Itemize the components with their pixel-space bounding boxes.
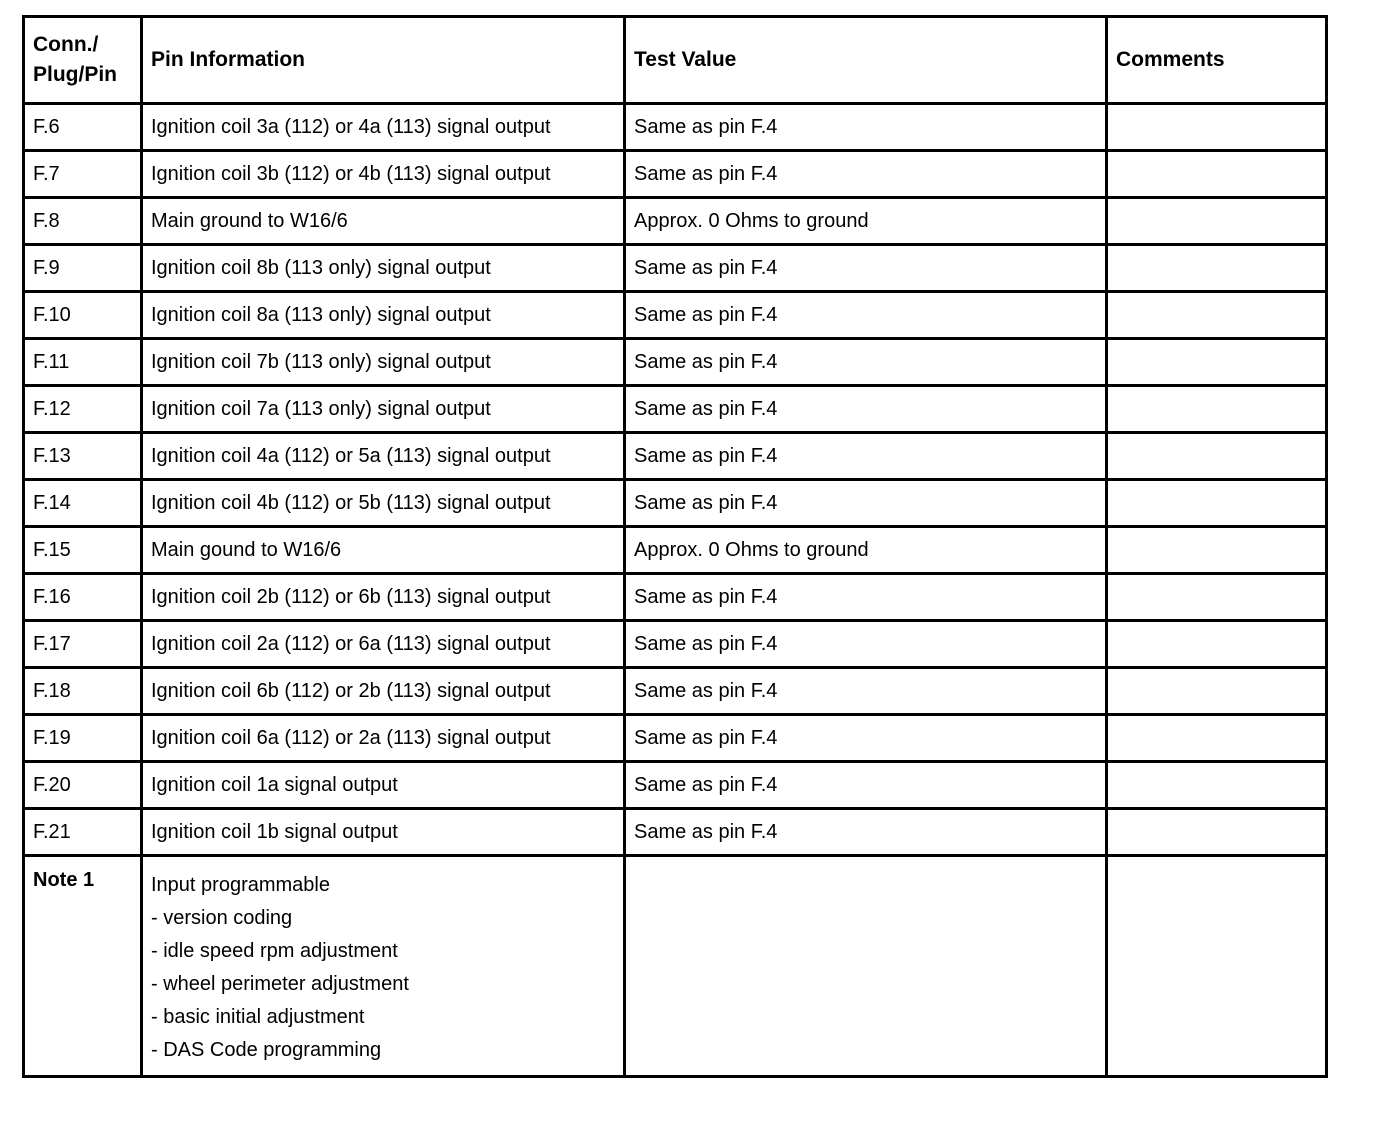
- info-cell: Ignition coil 1b signal output: [142, 809, 625, 856]
- test-value-cell: Same as pin F.4: [625, 433, 1107, 480]
- comments-cell: [1107, 198, 1327, 245]
- header-test-value: Test Value: [625, 17, 1107, 104]
- test-value-cell: Same as pin F.4: [625, 245, 1107, 292]
- test-value-cell: Same as pin F.4: [625, 292, 1107, 339]
- comments-cell: [1107, 339, 1327, 386]
- note-comments-cell: [1107, 856, 1327, 1077]
- pin-cell: F.16: [24, 574, 142, 621]
- pin-cell: F.20: [24, 762, 142, 809]
- pin-cell: F.19: [24, 715, 142, 762]
- note-lines: [142, 856, 625, 1077]
- pin-cell: F.13: [24, 433, 142, 480]
- comments-cell: [1107, 292, 1327, 339]
- header-conn-line-2: Plug/Pin: [33, 63, 117, 86]
- table-row: [24, 809, 1327, 856]
- pin-cell: F.14: [24, 480, 142, 527]
- table-row: [24, 574, 1327, 621]
- header-comments: Comments: [1107, 17, 1327, 104]
- info-cell: Ignition coil 7b (113 only) signal output: [142, 339, 625, 386]
- note-line: - idle speed rpm adjustment: [151, 940, 398, 962]
- table-row: [24, 151, 1327, 198]
- test-value-cell: Same as pin F.4: [625, 715, 1107, 762]
- comments-cell: [1107, 574, 1327, 621]
- note-line: Input programmable: [151, 874, 330, 896]
- table-row: [24, 668, 1327, 715]
- info-cell: Ignition coil 1a signal output: [142, 762, 625, 809]
- pin-cell: F.10: [24, 292, 142, 339]
- info-cell: Ignition coil 4a (112) or 5a (113) signal output: [142, 433, 625, 480]
- test-value-cell: Approx. 0 Ohms to ground: [625, 527, 1107, 574]
- comments-cell: [1107, 104, 1327, 151]
- table-row: [24, 762, 1327, 809]
- comments-cell: [1107, 245, 1327, 292]
- table-row: [24, 386, 1327, 433]
- pin-table: [22, 15, 1328, 1078]
- comments-cell: [1107, 527, 1327, 574]
- test-value-cell: Same as pin F.4: [625, 668, 1107, 715]
- header-pin-information: Pin Information: [142, 17, 625, 104]
- test-value-cell: Same as pin F.4: [625, 386, 1107, 433]
- info-cell: Ignition coil 6a (112) or 2a (113) signal output: [142, 715, 625, 762]
- info-cell: Ignition coil 2a (112) or 6a (113) signal output: [142, 621, 625, 668]
- comments-cell: [1107, 151, 1327, 198]
- table-row: [24, 198, 1327, 245]
- info-cell: Ignition coil 6b (112) or 2b (113) signal output: [142, 668, 625, 715]
- pin-cell: F.7: [24, 151, 142, 198]
- table-row: [24, 433, 1327, 480]
- table-row: [24, 104, 1327, 151]
- test-value-cell: Same as pin F.4: [625, 574, 1107, 621]
- pin-cell: F.17: [24, 621, 142, 668]
- note-line: - DAS Code programming: [151, 1039, 382, 1061]
- pin-cell: F.15: [24, 527, 142, 574]
- test-value-cell: Same as pin F.4: [625, 104, 1107, 151]
- pin-cell: F.11: [24, 339, 142, 386]
- table-row: [24, 480, 1327, 527]
- pin-cell: F.6: [24, 104, 142, 151]
- header-row: [24, 17, 1327, 104]
- comments-cell: [1107, 433, 1327, 480]
- header-conn-line-1: Conn./: [33, 33, 99, 56]
- note-row: [24, 856, 1327, 1077]
- comments-cell: [1107, 762, 1327, 809]
- info-cell: Ignition coil 3b (112) or 4b (113) signal output: [142, 151, 625, 198]
- info-cell: Ignition coil 8b (113 only) signal output: [142, 245, 625, 292]
- test-value-cell: Same as pin F.4: [625, 480, 1107, 527]
- comments-cell: [1107, 668, 1327, 715]
- table-row: [24, 621, 1327, 668]
- info-cell: Ignition coil 2b (112) or 6b (113) signal output: [142, 574, 625, 621]
- comments-cell: [1107, 715, 1327, 762]
- note-line: - basic initial adjustment: [151, 1006, 365, 1028]
- comments-cell: [1107, 480, 1327, 527]
- pin-cell: F.9: [24, 245, 142, 292]
- info-cell: Ignition coil 8a (113 only) signal output: [142, 292, 625, 339]
- note-test-value-cell: [625, 856, 1107, 1077]
- table-row: [24, 339, 1327, 386]
- note-line: - version coding: [151, 907, 293, 929]
- info-cell: Main gound to W16/6: [142, 527, 625, 574]
- note-label: Note 1: [24, 856, 142, 1077]
- pin-cell: F.8: [24, 198, 142, 245]
- table-row: [24, 715, 1327, 762]
- test-value-cell: Approx. 0 Ohms to ground: [625, 198, 1107, 245]
- comments-cell: [1107, 621, 1327, 668]
- table-row: [24, 292, 1327, 339]
- table-row: [24, 527, 1327, 574]
- table-row: [24, 245, 1327, 292]
- table-body: [24, 104, 1327, 1077]
- test-value-cell: Same as pin F.4: [625, 621, 1107, 668]
- pin-cell: F.18: [24, 668, 142, 715]
- pin-cell: F.12: [24, 386, 142, 433]
- info-cell: Main ground to W16/6: [142, 198, 625, 245]
- info-cell: Ignition coil 3a (112) or 4a (113) signal output: [142, 104, 625, 151]
- pin-cell: F.21: [24, 809, 142, 856]
- test-value-cell: Same as pin F.4: [625, 339, 1107, 386]
- info-cell: Ignition coil 4b (112) or 5b (113) signal output: [142, 480, 625, 527]
- test-value-cell: Same as pin F.4: [625, 809, 1107, 856]
- header-conn-plug-pin: [24, 17, 142, 104]
- info-cell: Ignition coil 7a (113 only) signal output: [142, 386, 625, 433]
- note-line: - wheel perimeter adjustment: [151, 973, 409, 995]
- test-value-cell: Same as pin F.4: [625, 762, 1107, 809]
- comments-cell: [1107, 386, 1327, 433]
- test-value-cell: Same as pin F.4: [625, 151, 1107, 198]
- comments-cell: [1107, 809, 1327, 856]
